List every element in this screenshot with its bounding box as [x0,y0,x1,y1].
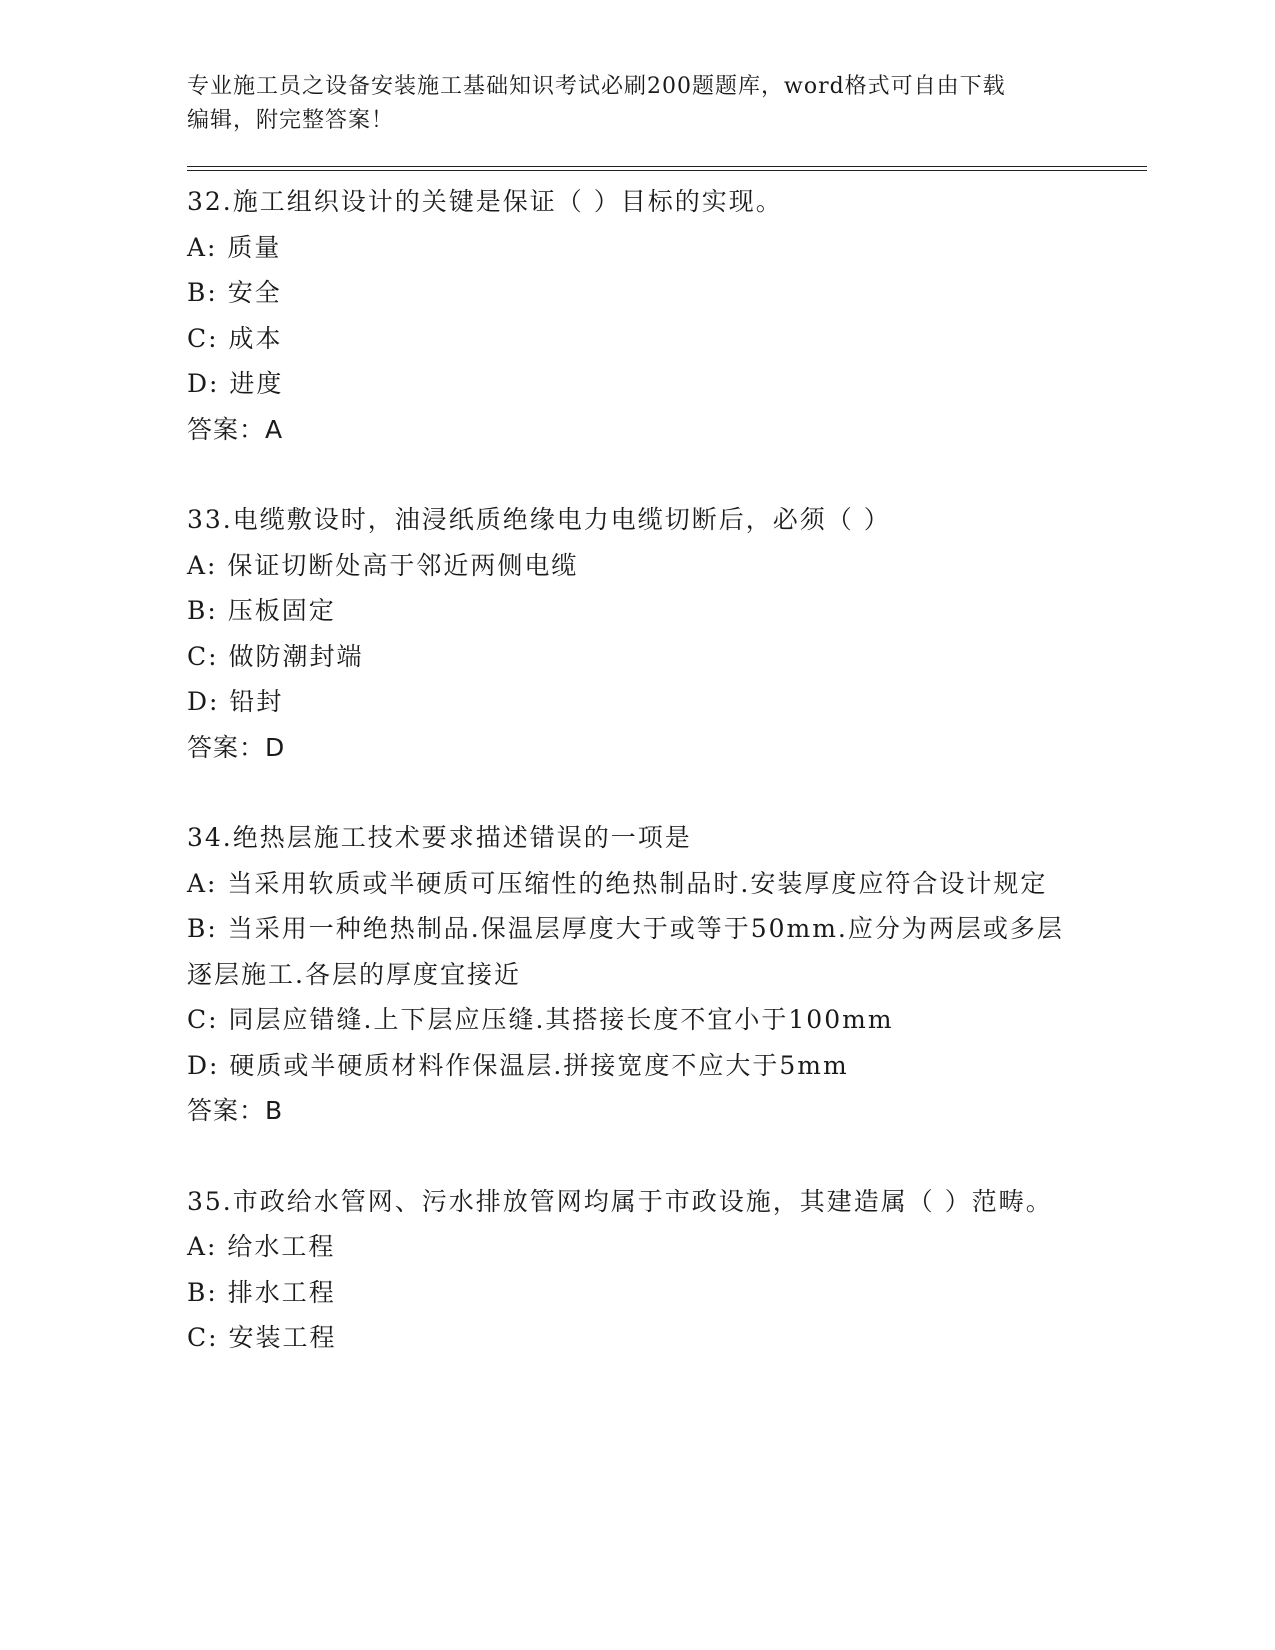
question-35 [187,1179,1147,1361]
question-34 [187,815,1147,1134]
option-b: B: 压板固定 [187,596,336,625]
question-text: 33.电缆敷设时，油浸纸质绝缘电力电缆切断后，必须（ ） [187,505,891,534]
answer: 答案：A [187,414,284,444]
question-text: 34.绝热层施工技术要求描述错误的一项是 [187,823,692,852]
option-b: B: 当采用一种绝热制品.保温层厚度大于或等于50mm.应分为两层或多层逐层施工.各层的厚度宜接近 [187,914,1064,989]
option-a: A: 质量 [187,232,282,262]
option-c: C: 做防潮封端 [187,641,364,671]
spacer [187,770,1147,815]
spacer [187,1134,1147,1179]
option-a: A: 保证切断处高于邻近两侧电缆 [187,550,579,580]
answer: 答案：D [187,732,286,762]
option-c: C: 成本 [187,323,283,353]
option-d: D: 硬质或半硬质材料作保温层.拼接宽度不应大于5mm [187,1050,849,1080]
option-a: A: 给水工程 [187,1232,336,1261]
option-a: A: 当采用软质或半硬质可压缩性的绝热制品时.安装厚度应符合设计规定 [187,868,1048,898]
question-text: 35.市政给水管网、污水排放管网均属于市政设施，其建造属（ ）范畴。 [187,1186,1053,1216]
option-d: D: 铅封 [187,687,284,716]
answer: 答案：B [187,1096,284,1125]
document-header [187,70,1087,138]
header-line-1: 专业施工员之设备安装施工基础知识考试必刷200题题库，word格式可自由下载 [187,74,1006,99]
header-divider [187,166,1147,171]
spacer [187,452,1147,497]
header-line-2: 编辑，附完整答案！ [187,108,395,133]
option-c: C: 安装工程 [187,1323,337,1352]
question-33 [187,497,1147,770]
option-d: D: 进度 [187,369,284,398]
option-b: B: 排水工程 [187,1277,336,1307]
option-b: B: 安全 [187,278,282,307]
option-c: C: 同层应错缝.上下层应压缝.其搭接长度不宜小于100mm [187,1005,894,1034]
document-page [187,70,1147,1361]
question-32 [187,179,1147,452]
question-text: 32.施工组织设计的关键是保证（ ）目标的实现。 [187,187,783,216]
